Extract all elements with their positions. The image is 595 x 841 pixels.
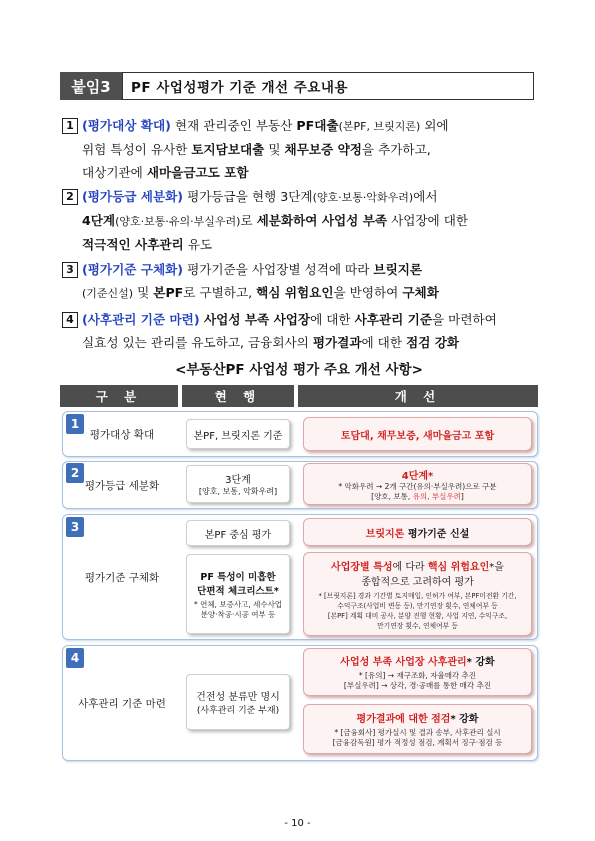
row-number: 3 [66, 517, 84, 537]
page-number: - 10 - [284, 818, 311, 829]
text: 사후관리 기준 [354, 312, 432, 327]
text: 에 다라 [392, 561, 428, 573]
improvement-note: 만기연장 횟수, 연체여부 등 [377, 621, 458, 630]
item-heading: (평가등급 세분화) [82, 189, 184, 204]
improvement-note: * [브릿지론] 경과 기간별 토지매입, 인허가 여부, 본PF미전환 기간, [318, 591, 517, 600]
text: 유도 [183, 237, 213, 252]
text: 대상기관에 [82, 165, 147, 180]
current-cell [186, 465, 290, 503]
current-text: 본PF 중심 평가 [204, 529, 272, 541]
text: * 강화 [466, 657, 495, 668]
improvement-note: * [유의] → 재구조화, 자율매각 추진 [358, 671, 477, 680]
col-header-category: 구 분 [60, 385, 178, 407]
text: * 강화 [450, 714, 479, 725]
improvement-note: [부실우려] → 상각, 경·공매를 통한 매각 추진 [343, 681, 492, 690]
text: 채무보증 약정 [284, 142, 362, 157]
item-number: 3 [62, 262, 78, 278]
text: 세분화하여 사업성 부족 [256, 213, 388, 228]
text: (본PF, 브릿지론) [338, 120, 421, 133]
text: (기준신설) [82, 287, 134, 300]
item-heading: (평가대상 확대) [82, 118, 171, 133]
improvement-cell [303, 552, 532, 636]
current-cell [186, 520, 290, 546]
table-subtitle: <부동산PF 사업성 평가 주요 개선 사항> [175, 362, 423, 378]
improvement-note: 수익구조(사업비 변동 등), 만기연장 횟수, 연체여부 등 [337, 601, 498, 610]
text: 적극적인 사후관리 [82, 237, 184, 252]
text: [양호, 보통, [371, 491, 413, 501]
current-cell [186, 674, 290, 730]
text: 에 대한 [361, 335, 407, 350]
col-header-current: 현 행 [182, 385, 294, 407]
improvement-note: [본PF] 계획 대비 공사, 분양 진행 현황, 사업 지연, 수익구조, [327, 611, 508, 620]
row-category: 평가등급 세분화 [84, 479, 160, 492]
text: (양호·보통·악화우려) [312, 191, 414, 204]
item-heading: (사후관리 기준 마련) [82, 312, 200, 327]
text: 로 구별하고, [183, 285, 257, 300]
current-subtext: [양호, 보통, 악화우려] [198, 487, 278, 496]
col-header-improvement: 개 선 [298, 385, 538, 407]
improvement-note: * 악화우려 → 2개 구간(유의·부실우려)으로 구분 [338, 481, 497, 491]
text: 브릿지론 [373, 262, 423, 277]
item-3 [62, 258, 540, 305]
text: 에 대한 [310, 312, 355, 327]
text: 외에 [420, 118, 449, 133]
text: 을 추가하고, [361, 142, 431, 157]
item-number: 4 [62, 312, 78, 328]
text: 평가결과 [312, 335, 362, 350]
current-text: 3단계 [225, 475, 251, 486]
text: 사업성 부족 사업장 [199, 312, 311, 327]
current-subtext: (사후관리 기준 부재) [196, 706, 280, 716]
text: 브릿지론 [365, 528, 405, 540]
text: 평가등급을 현행 3단계 [183, 189, 313, 204]
current-cell [186, 554, 290, 634]
current-text: 본PF, 브릿지론 기준 [193, 430, 283, 442]
text: 위험 특성이 유사한 [82, 142, 192, 157]
text: 현재 관리중인 부동산 [170, 118, 297, 133]
text: 을 반영하여 [333, 285, 403, 300]
text: 구체화 [402, 285, 439, 300]
appendix-badge: 붙임3 [60, 72, 122, 100]
improvement-cell [303, 518, 532, 546]
text: 4단계 [82, 213, 116, 228]
text: 및 [264, 142, 285, 157]
text: 및 [133, 285, 154, 300]
text: 본PF [153, 285, 184, 300]
row-number: 4 [66, 648, 84, 668]
text: *을 [489, 561, 504, 573]
text: (양호·보통·유의·부실우려) [115, 215, 241, 228]
item-1 [62, 114, 540, 184]
text: 평가기준을 사업장별 성격에 따라 [183, 262, 374, 277]
improvement-cell [303, 417, 532, 451]
improvement-text: 토담대, 채무보증, 새마을금고 포함 [340, 430, 495, 442]
item-2 [62, 185, 540, 256]
text: ] [460, 491, 464, 501]
item-number: 1 [62, 118, 78, 134]
current-note: 분양·착공·시공 여부 등 [200, 609, 276, 619]
row-category: 평가기준 구체화 [84, 571, 160, 584]
text: 핵심 위험요인 [427, 561, 490, 573]
current-cell [186, 419, 290, 449]
current-note: * 연체, 보증사고, 세수사업 [193, 599, 283, 609]
row-category: 평가대상 확대 [89, 428, 155, 441]
improvement-cell [303, 704, 532, 754]
text: 평가결과에 대한 점검 [356, 714, 451, 725]
current-text: PF 특성이 미흡한 [200, 571, 276, 583]
page-title: PF 사업성평가 기준 개선 주요내용 [122, 72, 534, 100]
text: 유의, 부실우려 [412, 491, 461, 501]
item-heading: (평가기준 구체화) [82, 262, 184, 277]
text: 에서 [413, 189, 438, 204]
text: 핵심 위험요인 [256, 285, 334, 300]
item-number: 2 [62, 189, 78, 205]
text: 사업성 부족 사업장 사후관리 [340, 657, 467, 668]
text: 토지담보대출 [191, 142, 265, 157]
text: 점검 강화 [406, 335, 460, 350]
text: 사업장에 대한 [387, 213, 469, 228]
row-category: 사후관리 기준 마련 [78, 697, 166, 710]
text: 평가기준 신설 [404, 528, 470, 540]
current-text: 단편적 체크리스트* [197, 585, 279, 597]
improvement-cell [303, 648, 532, 696]
text: 을 마련하여 [432, 312, 497, 327]
item-4 [62, 308, 540, 354]
current-text: 건전성 분류만 명시 [196, 692, 280, 703]
row-number: 1 [66, 414, 84, 434]
improvement-note: [금융감독원] 평가 적정성 점검, 계획서 징구·점검 등 [332, 738, 503, 747]
row-number: 2 [66, 463, 84, 483]
text: 로 [240, 213, 257, 228]
text: 사업장별 특성 [331, 561, 393, 573]
improvement-cell [303, 463, 532, 505]
improvement-note: * [금융회사] 평가실시 및 결과 송부, 사후관리 실시 [334, 728, 501, 737]
text: 종합적으로 고려하여 평가 [361, 576, 474, 588]
text: PF대출 [296, 118, 339, 133]
text: 실효성 있는 관리를 유도하고, 금융회사의 [82, 335, 313, 350]
text: 새마을금고도 포함 [146, 165, 249, 180]
improvement-title: 4단계* [401, 470, 434, 482]
